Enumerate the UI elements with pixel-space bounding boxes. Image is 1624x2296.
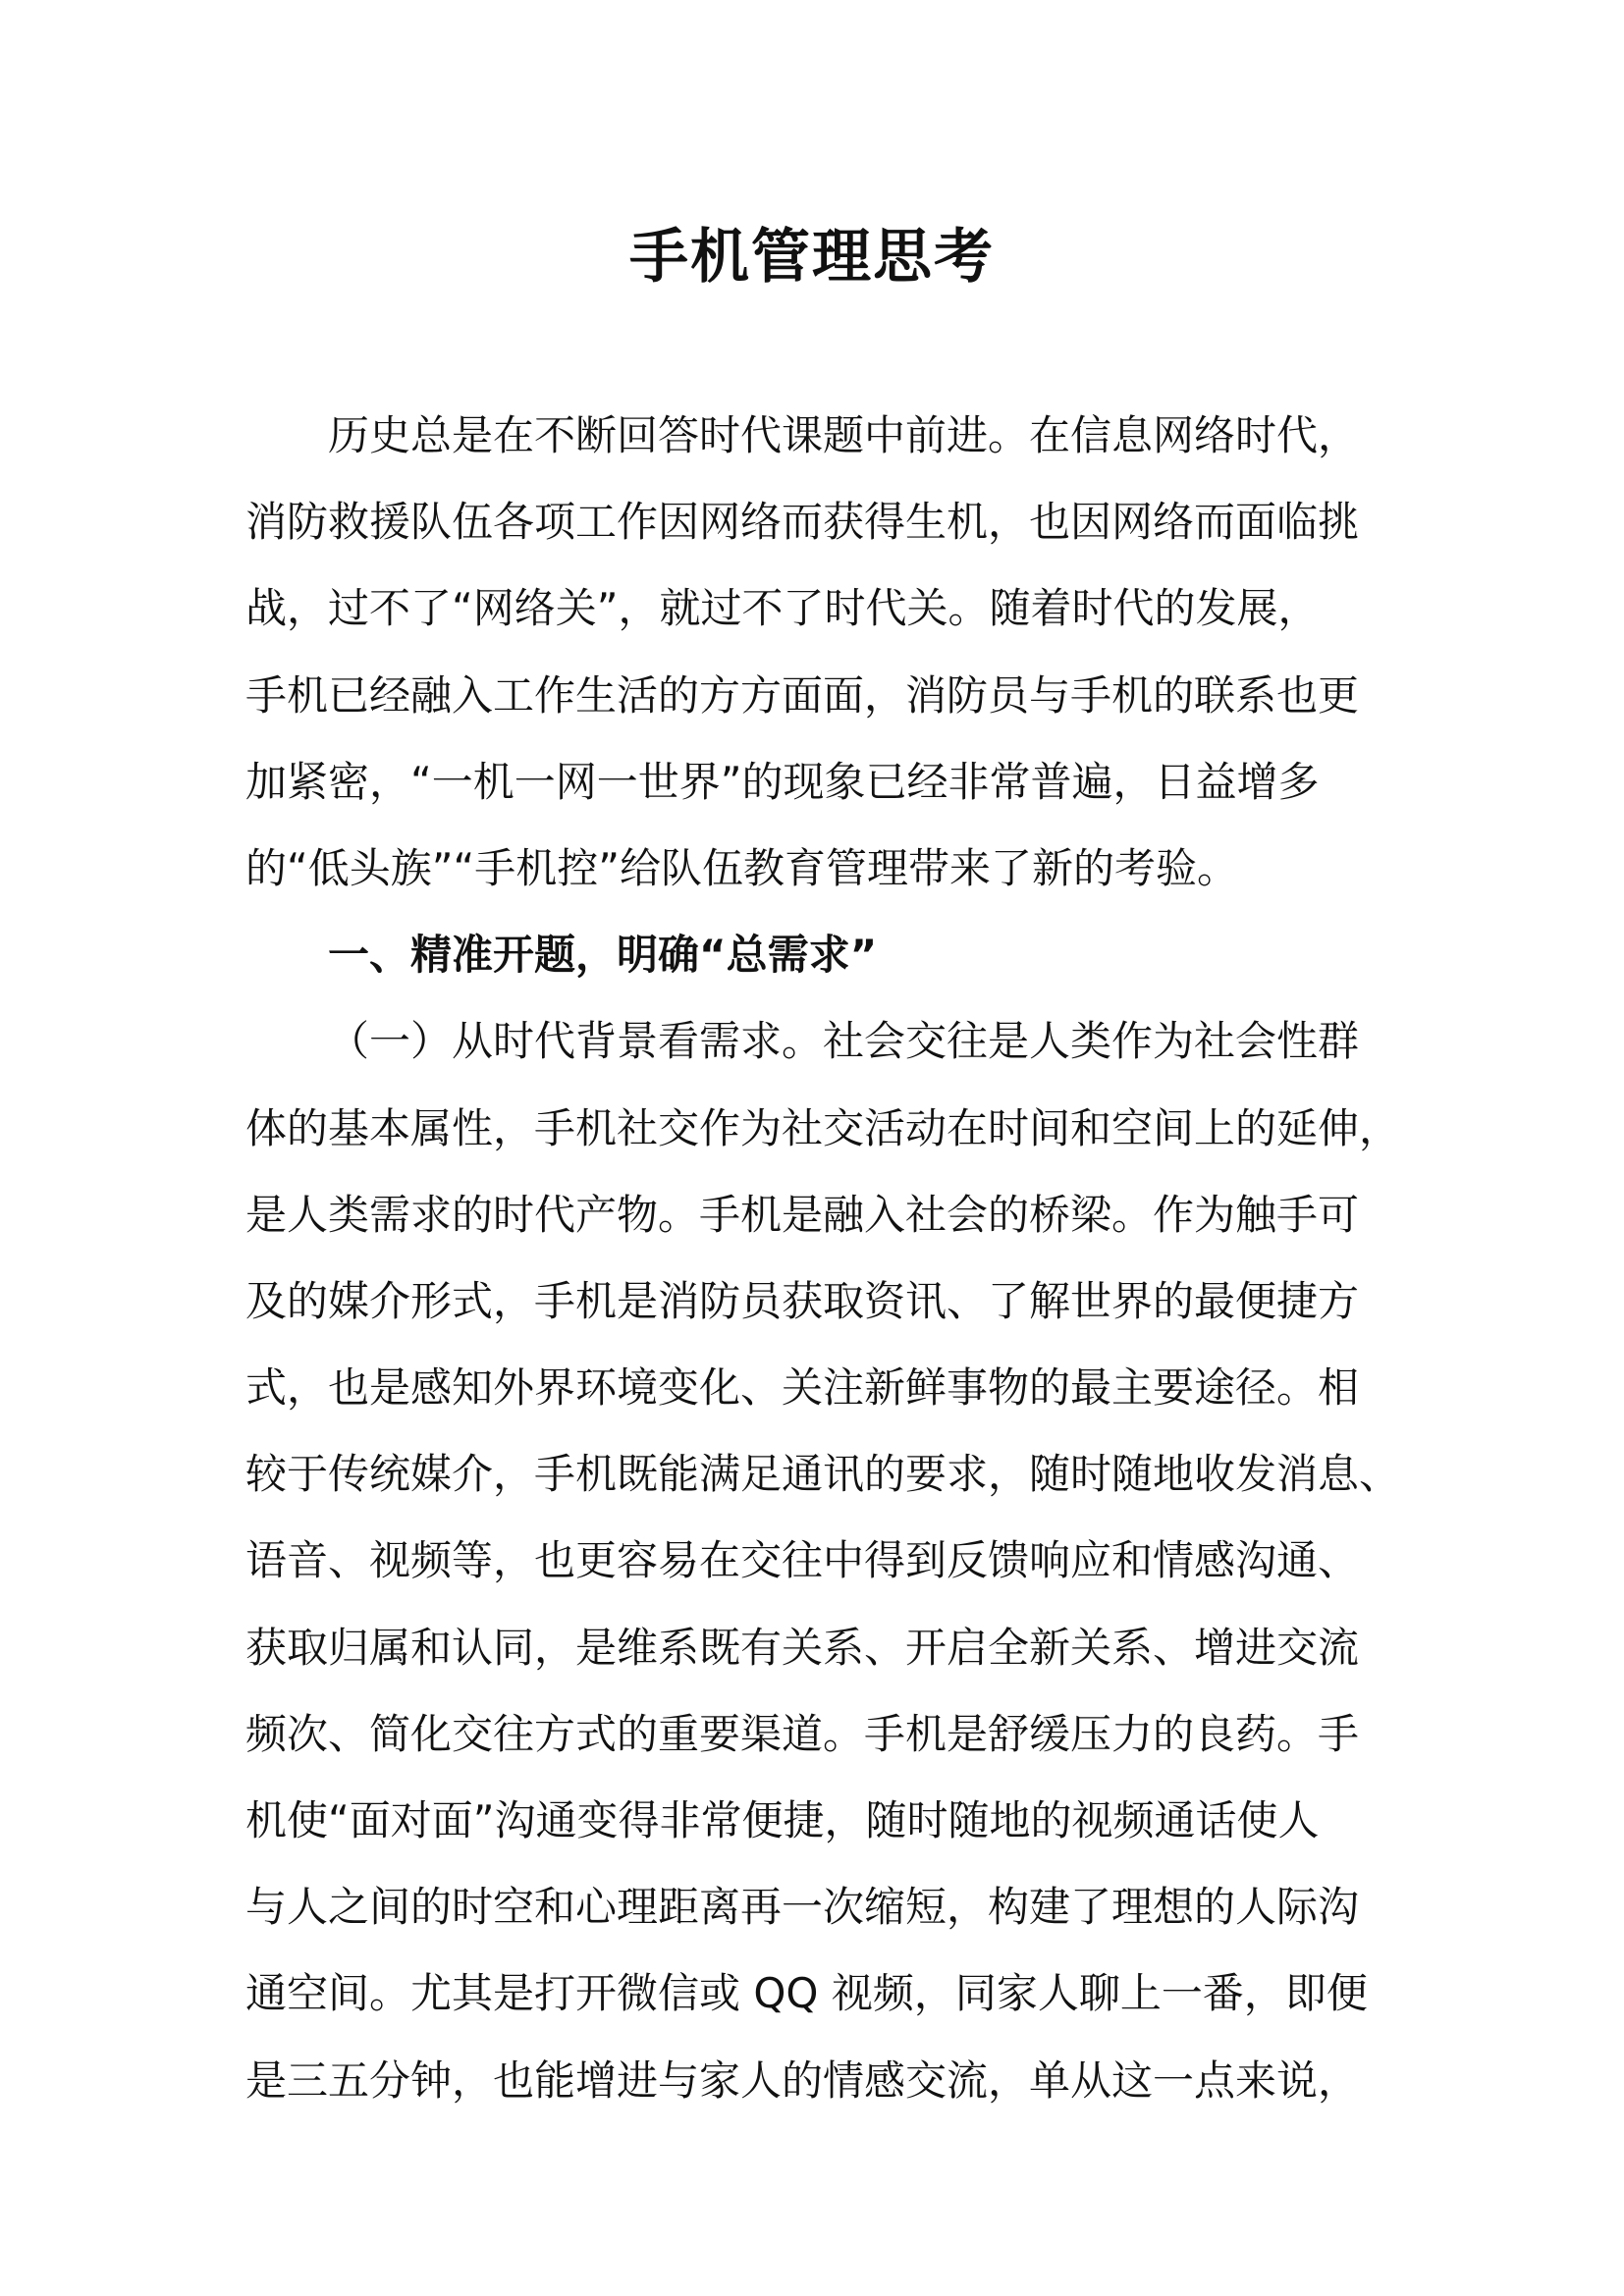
paragraph-line: 频次、简化交往方式的重要渠道。手机是舒缓压力的良药。手 (245, 1709, 1360, 1758)
paragraph-line: 战，过不了“网络关”，就过不了时代关。随着时代的发展， (245, 584, 1320, 633)
paragraph-line: 与人之间的时空和心理距离再一次缩短，构建了理想的人际沟 (245, 1883, 1360, 1932)
paragraph-line: 及的媒介形式，手机是消防员获取资讯、了解世界的最便捷方 (245, 1276, 1360, 1325)
paragraph-line: 加紧密，“一机一网一世界”的现象已经非常普遍，日益增多 (245, 757, 1320, 806)
paragraph-line: 历史总是在不断回答时代课题中前进。在信息网络时代， (328, 411, 1360, 459)
paragraph-line: 体的基本属性，手机社交作为社交活动在时间和空间上的延伸， (245, 1103, 1401, 1152)
paragraph-line: 的“低头族”“手机控”给队伍教育管理带来了新的考验。 (245, 843, 1239, 892)
document-title: 手机管理思考 (629, 223, 995, 292)
paragraph-line: （一）从时代背景看需求。社会交往是人类作为社会性群 (328, 1017, 1360, 1066)
paragraph-line: 消防救援队伍各项工作因网络而获得生机，也因网络而面临挑 (245, 498, 1360, 547)
paragraph-line: 式，也是感知外界环境变化、关注新鲜事物的最主要途径。相 (245, 1363, 1360, 1413)
paragraph-line: 是三五分钟，也能增进与家人的情感交流，单从这一点来说， (245, 2056, 1360, 2105)
paragraph-line: 获取归属和认同，是维系既有关系、开启全新关系、增进交流 (245, 1623, 1360, 1672)
paragraph-line: 是人类需求的时代产物。手机是融入社会的桥梁。作为触手可 (245, 1190, 1360, 1239)
paragraph-line: 语音、视频等，也更容易在交往中得到反馈响应和情感沟通、 (245, 1536, 1360, 1585)
section-heading: 一、精准开题，明确“总需求” (328, 931, 878, 980)
paragraph-line: 较于传统媒介，手机既能满足通讯的要求，随时随地收发消息、 (245, 1450, 1401, 1499)
paragraph-line: 通空间。尤其是打开微信或 QQ 视频，同家人聊上一番，即便 (245, 1969, 1368, 2018)
paragraph-line: 机使“面对面”沟通变得非常便捷，随时随地的视频通话使人 (245, 1796, 1320, 1844)
paragraph-line: 手机已经融入工作生活的方方面面，消防员与手机的联系也更 (245, 670, 1360, 720)
document-body (245, 393, 1401, 2124)
